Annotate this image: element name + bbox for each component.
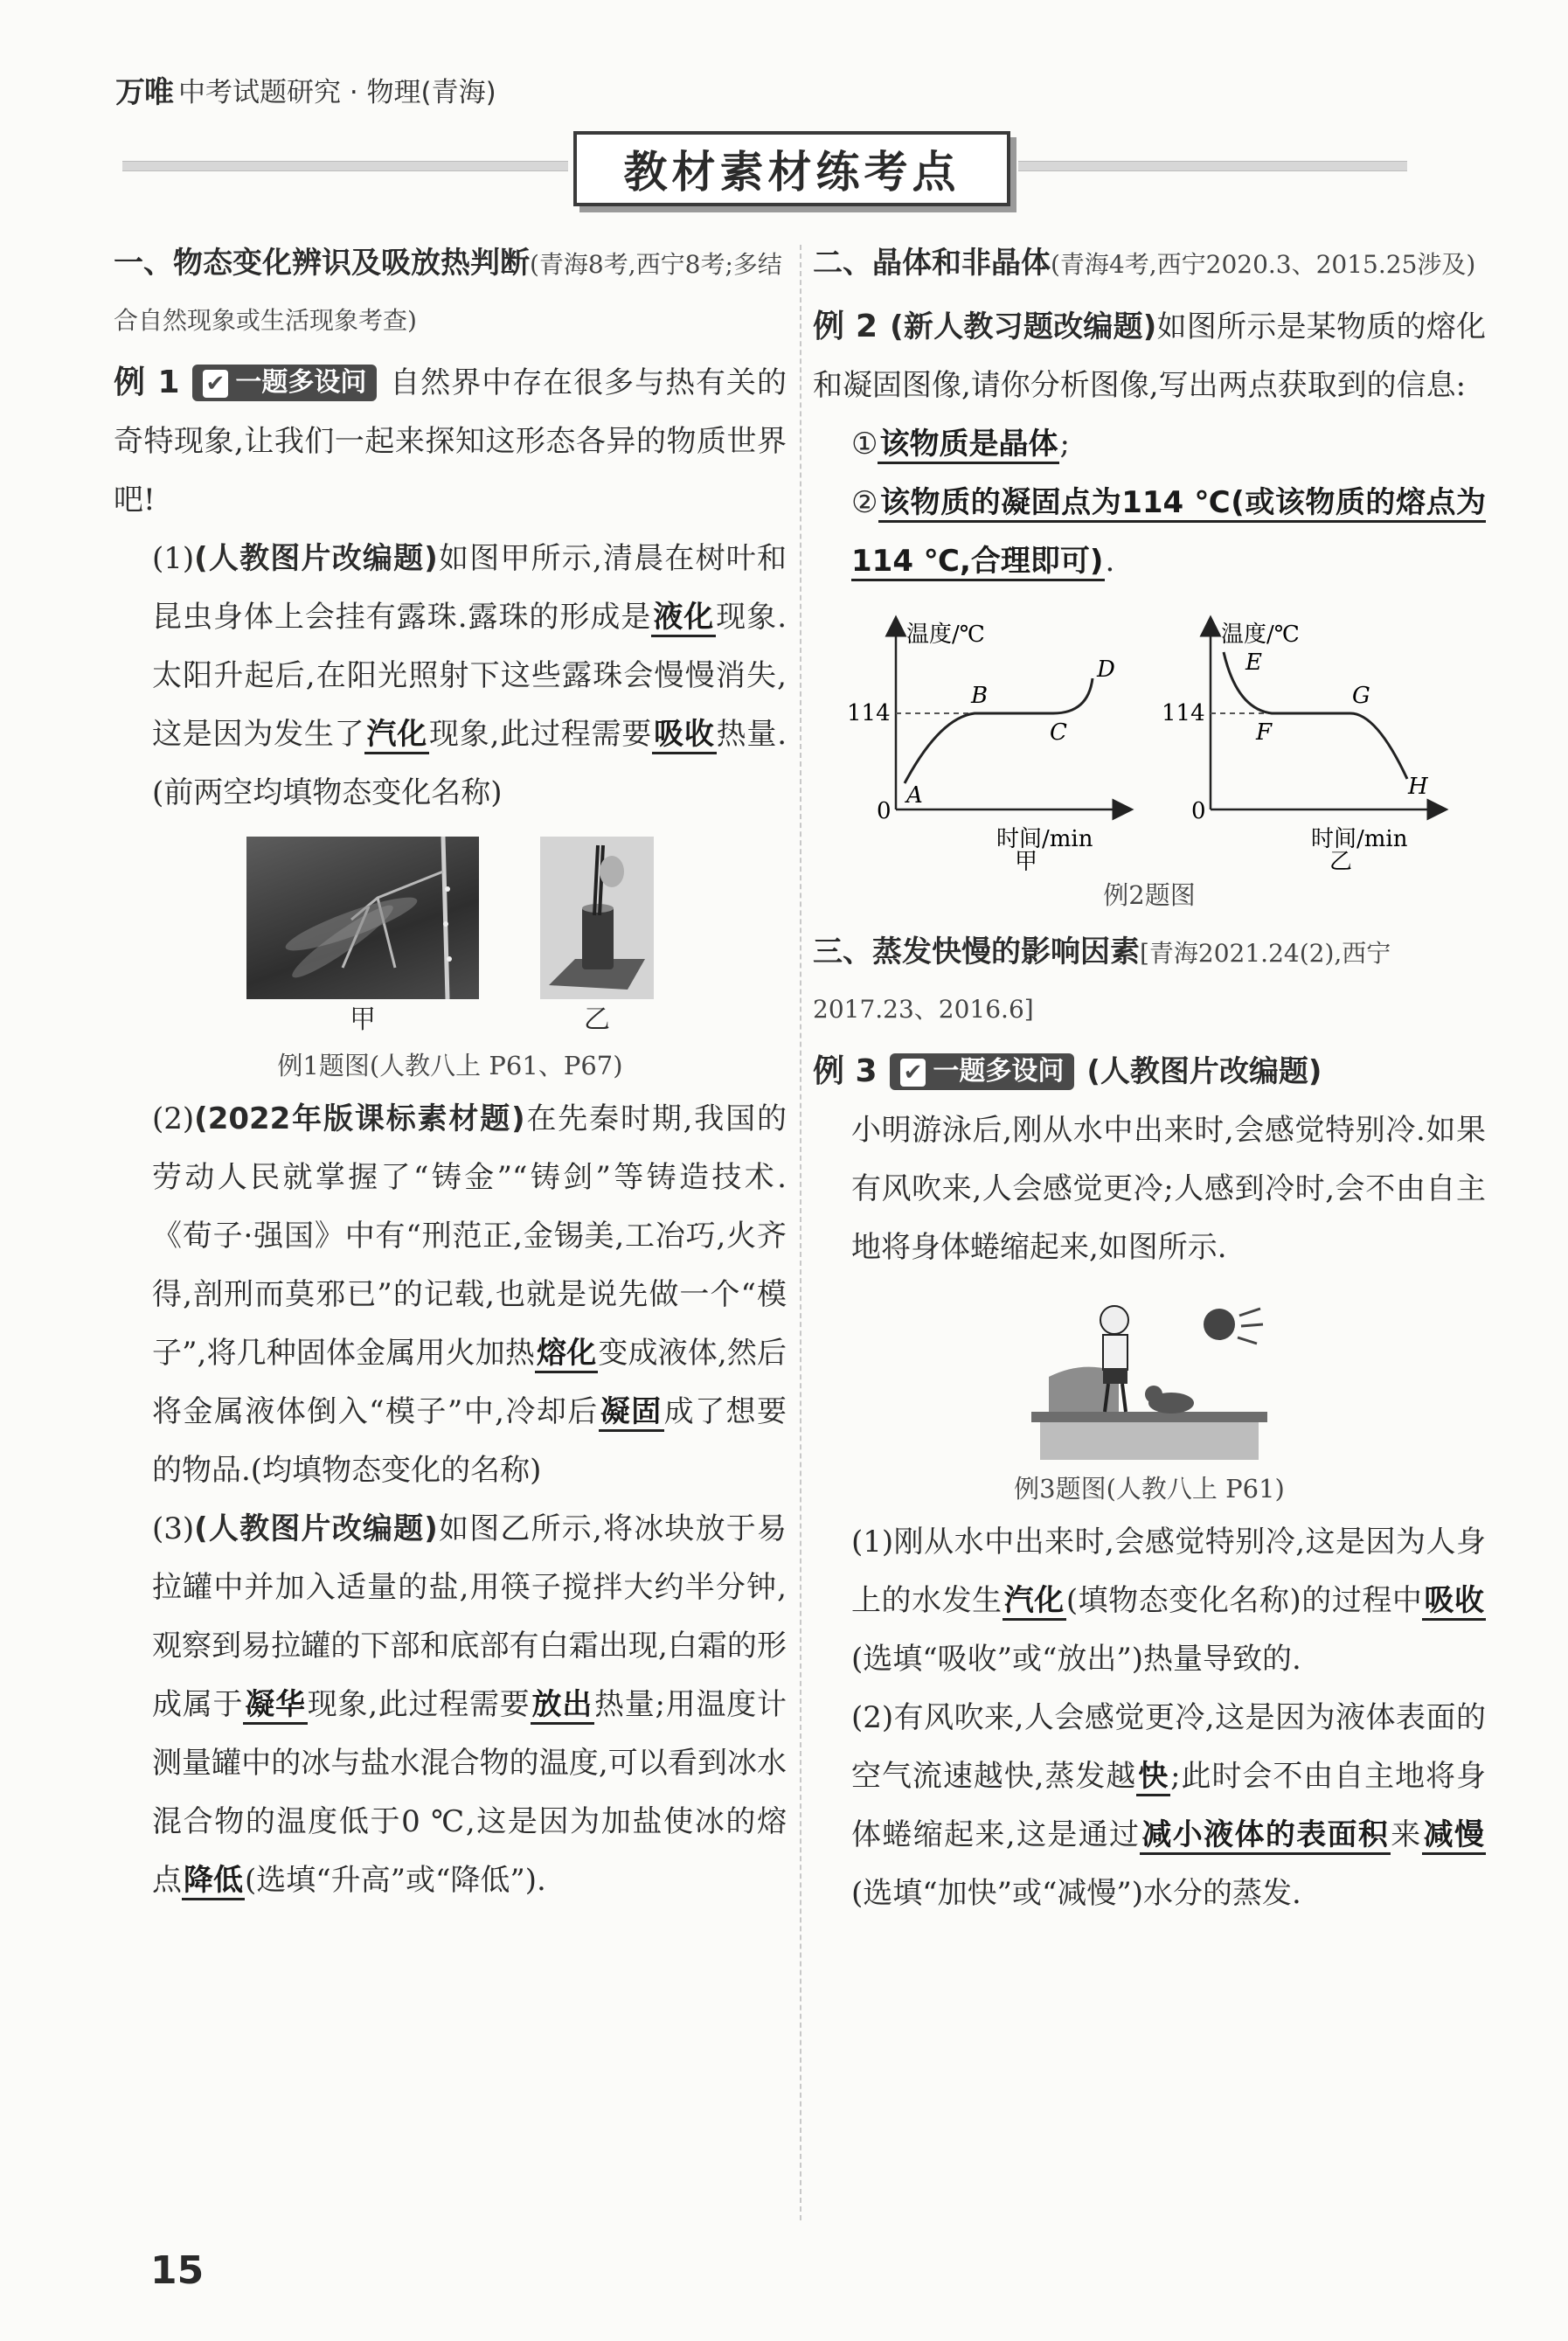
section-title: 一、物态变化辨识及吸放热判断 bbox=[114, 246, 530, 281]
q-num: (2) bbox=[851, 1700, 894, 1735]
example-1-intro bbox=[114, 353, 787, 530]
example-text: 如图所示是某物质的熔化和凝固图像,请你分析图像,写出两点获取到的信息: bbox=[813, 309, 1487, 403]
example-2-intro bbox=[813, 297, 1486, 415]
banner-rule-left bbox=[122, 161, 568, 171]
answer-end: . bbox=[1105, 544, 1115, 579]
figure-caption: 例2题图 bbox=[1103, 880, 1196, 910]
example-1-figures bbox=[114, 837, 787, 1041]
answer-blank: 快 bbox=[1136, 1759, 1170, 1796]
right-column bbox=[813, 236, 1486, 1923]
section-heading-3 bbox=[813, 925, 1486, 1037]
section-source: (青海4考,西宁2020.3、2015.25涉及) bbox=[1051, 250, 1476, 279]
q-num: (1) bbox=[152, 541, 195, 576]
example-text: 自然界中存在很多与热有关的奇特现象,让我们一起来探知这形态各异的物质世界吧! bbox=[114, 365, 787, 518]
figure-label: 甲 bbox=[350, 1004, 376, 1035]
example-source: (人教图片改编题) bbox=[1086, 1054, 1322, 1089]
point-label-F: F bbox=[1256, 719, 1273, 746]
book-title: 中考试题研究 · 物理(青海) bbox=[178, 77, 496, 108]
answer-blank: 降低 bbox=[182, 1863, 245, 1900]
tag-label: 一题多设问 bbox=[933, 1056, 1065, 1087]
figure-caption: 例3题图(人教八上 P61) bbox=[1014, 1474, 1285, 1504]
q-text: (选填“升高”或“降低”). bbox=[245, 1863, 546, 1898]
point-label-E: E bbox=[1245, 650, 1262, 676]
tick-label-114: 114 bbox=[847, 700, 891, 726]
example-1-question-1 bbox=[114, 530, 787, 823]
example-3-question-2 bbox=[813, 1689, 1486, 1923]
y-axis-label: 温度/℃ bbox=[1221, 622, 1300, 648]
answer-num: ② bbox=[851, 485, 879, 520]
q-text: 有风吹来,人会感觉更冷,这是因为液体表面的空气流速越快,蒸发越 bbox=[851, 1700, 1486, 1794]
brand-logo: 万唯 bbox=[115, 75, 173, 110]
answer-end: ; bbox=[1059, 427, 1070, 462]
column-divider bbox=[800, 245, 802, 2220]
q-text: (选填“加快”或“减慢”)水分的蒸发. bbox=[851, 1876, 1301, 1911]
figure-yi bbox=[540, 837, 654, 1041]
example-2-answer-2 bbox=[813, 474, 1486, 591]
point-label-C: C bbox=[1050, 719, 1067, 746]
answer-blank: 汽化 bbox=[364, 717, 429, 754]
q-text: 现象,此过程需要 bbox=[307, 1687, 531, 1722]
example-source: (新人教习题改编题) bbox=[890, 309, 1157, 344]
section-title: 三、蒸发快慢的影响因素 bbox=[813, 934, 1140, 969]
example-label: 例 2 bbox=[813, 309, 878, 344]
check-icon: ✔ bbox=[900, 1059, 926, 1087]
q-text: ;此时会不由自主地将身体蜷缩起来,这是通过 bbox=[851, 1759, 1487, 1852]
answer-blank: 减慢 bbox=[1422, 1817, 1486, 1855]
example-2-charts bbox=[813, 608, 1486, 871]
figure-caption: 例1题图(人教八上 P61、P67) bbox=[277, 1051, 623, 1080]
chart-title: 甲 bbox=[1015, 849, 1038, 871]
x-axis-label: 时间/min bbox=[1311, 826, 1408, 852]
answer-blank: 熔化 bbox=[535, 1336, 598, 1373]
example-1-question-2 bbox=[114, 1090, 787, 1500]
point-label-D: D bbox=[1097, 656, 1115, 683]
chart-title: 乙 bbox=[1329, 849, 1353, 871]
q-text: 刚从水中出来时,会感觉特别冷,这是因为人身上的水发生 bbox=[851, 1525, 1486, 1618]
answer-blank: 凝华 bbox=[243, 1687, 308, 1725]
left-column bbox=[114, 236, 787, 1910]
answer-num: ① bbox=[851, 427, 878, 462]
multi-question-tag bbox=[890, 1053, 1075, 1090]
q-text: (填物态变化名称)的过程中 bbox=[1065, 1583, 1423, 1618]
q-text: (选填“吸收”或“放出”)热量导致的. bbox=[851, 1642, 1301, 1677]
answer-blank: 放出 bbox=[531, 1687, 595, 1725]
q-text: 如图甲所示,清晨在树叶和昆虫身体上会挂有露珠.露珠的形成是 bbox=[152, 541, 787, 635]
figure-label: 乙 bbox=[584, 1004, 610, 1035]
answer-blank: 液化 bbox=[651, 600, 716, 637]
answer-blank: 凝固 bbox=[599, 1394, 664, 1432]
banner-rule-right bbox=[1018, 161, 1407, 171]
multi-question-tag bbox=[192, 365, 378, 401]
section-title: 二、晶体和非晶体 bbox=[813, 246, 1051, 281]
section-banner: 教材素材练考点 bbox=[573, 131, 1010, 206]
figure-jia bbox=[246, 837, 479, 1041]
q-text: 变成液体,然后将金属液体倒入“模子”中,冷却后 bbox=[152, 1336, 787, 1429]
q-num: (1) bbox=[851, 1525, 894, 1560]
q-source: (2022年版课标素材题) bbox=[194, 1101, 525, 1136]
point-label-A: A bbox=[906, 782, 923, 809]
q-num: (2) bbox=[152, 1101, 195, 1136]
q-text: 成了想要的物品.(均填物态变化的名称) bbox=[152, 1394, 787, 1488]
tick-label-114: 114 bbox=[1162, 700, 1205, 726]
example-label: 例 3 bbox=[813, 1053, 878, 1089]
point-label-B: B bbox=[971, 683, 989, 709]
answer-blank: 减小液体的表面积 bbox=[1140, 1817, 1391, 1855]
q-num: (3) bbox=[152, 1511, 195, 1546]
point-label-H: H bbox=[1408, 774, 1428, 800]
q-text: 现象.太阳升起后,在阳光照射下这些露珠会慢慢消失,这是因为发生了 bbox=[152, 600, 787, 752]
can-photo bbox=[540, 837, 654, 999]
page-number: 15 bbox=[150, 2248, 205, 2293]
answer-blank: 汽化 bbox=[1003, 1583, 1066, 1621]
section-heading-1 bbox=[114, 236, 787, 348]
example-2-answer-1 bbox=[813, 415, 1486, 474]
chart-melting bbox=[843, 608, 1141, 871]
section-heading-2 bbox=[813, 236, 1486, 292]
q-text: 热量;用温度计测量罐中的冰与盐水混合物的温度,可以看到冰水混合物的温度低于0 ℃,这是因为加盐使冰的熔点 bbox=[152, 1687, 787, 1898]
example-3-text: 小明游泳后,刚从水中出来时,会感觉特别冷.如果有风吹来,人会感觉更冷;人感到冷时,会不由自主地将身体蜷缩起来,如图所示. bbox=[851, 1113, 1486, 1265]
section-source: [青海2021.24(2),西宁2017.23、2016.6] bbox=[813, 939, 1391, 1024]
answer-blank: 吸收 bbox=[1422, 1583, 1486, 1621]
chart-solidifying bbox=[1158, 608, 1455, 871]
point-label-G: G bbox=[1352, 683, 1370, 709]
answer-blank: 该物质的凝固点为114 ℃(或该物质的熔点为114 ℃,合理即可) bbox=[851, 485, 1486, 581]
answer-blank: 该物质是晶体 bbox=[878, 427, 1059, 464]
q-text: 现象,此过程需要 bbox=[429, 717, 653, 752]
q-source: (人教图片改编题) bbox=[194, 541, 438, 576]
example-3-intro bbox=[813, 1042, 1486, 1101]
q-text: 热量.(前两空均填物态变化名称) bbox=[152, 717, 787, 810]
x-axis-label: 时间/min bbox=[996, 826, 1093, 852]
example-label: 例 1 bbox=[114, 365, 180, 400]
q-text: 来 bbox=[1391, 1817, 1422, 1852]
section-source: (青海8考,西宁8考;多结合自然现象或生活现象考查) bbox=[114, 250, 782, 335]
swimmer-illustration bbox=[1031, 1289, 1267, 1464]
q-text: 在先秦时期,我国的劳动人民就掌握了“铸金”“铸剑”等铸造技术.《荀子·强国》中有“刑范正,金锡美,工冶巧,火齐得,剖刑而莫邪已”的记载,也就是说先做一个“模子”,将几种固体金属用火加热 bbox=[152, 1101, 787, 1371]
tag-label: 一题多设问 bbox=[235, 367, 367, 398]
tick-label-0: 0 bbox=[1191, 798, 1206, 824]
dragonfly-photo bbox=[246, 837, 479, 999]
q-text: 如图乙所示,将冰块放于易拉罐中并加入适量的盐,用筷子搅拌大约半分钟,观察到易拉罐的下部和底部有白霜出现,白霜的形成属于 bbox=[152, 1511, 787, 1722]
y-axis-label: 温度/℃ bbox=[906, 622, 985, 648]
example-3-figure bbox=[813, 1289, 1486, 1464]
tick-label-0: 0 bbox=[877, 798, 892, 824]
example-1-question-3 bbox=[114, 1500, 787, 1910]
check-icon: ✔ bbox=[203, 370, 229, 398]
example-3-question-1 bbox=[813, 1513, 1486, 1689]
q-source: (人教图片改编题) bbox=[194, 1511, 438, 1546]
answer-blank: 吸收 bbox=[652, 717, 717, 754]
